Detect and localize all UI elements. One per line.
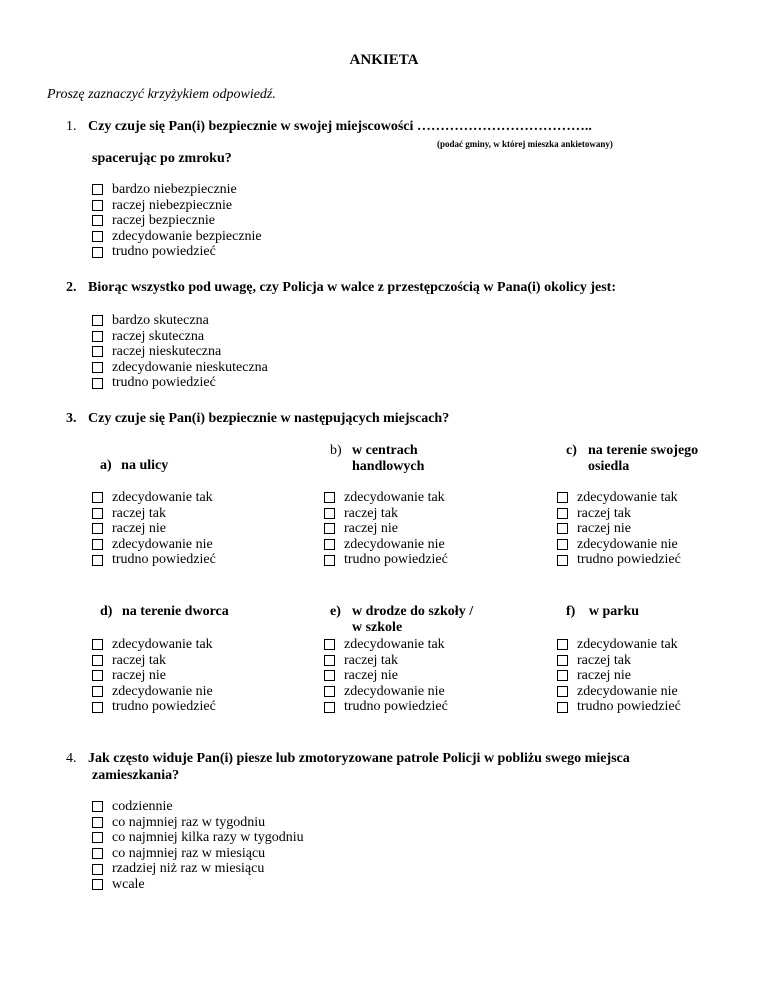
- option-q3b-3[interactable]: [324, 537, 448, 553]
- checkbox[interactable]: [92, 655, 103, 666]
- question-1-continuation: spacerując po zmroku?: [92, 151, 232, 166]
- option-label: trudno powiedzieć: [112, 375, 216, 391]
- checkbox[interactable]: [92, 639, 103, 650]
- option-label: raczej skuteczna: [112, 328, 205, 344]
- option-q3e-2[interactable]: [324, 668, 448, 684]
- option-q3b-2[interactable]: [324, 521, 448, 537]
- question-2-options: [92, 313, 268, 391]
- option-q3d-0[interactable]: [92, 637, 216, 653]
- option-label: trudno powiedzieć: [577, 552, 681, 568]
- checkbox[interactable]: [557, 686, 568, 697]
- option-label: zdecydowanie nie: [112, 536, 213, 552]
- option-label: raczej nie: [344, 521, 399, 537]
- option-q1-1[interactable]: [92, 198, 262, 214]
- option-q3e-1[interactable]: [324, 653, 448, 669]
- checkbox[interactable]: [324, 523, 335, 534]
- checkbox[interactable]: [324, 555, 335, 566]
- option-label: zdecydowanie tak: [577, 637, 678, 652]
- option-q4-2[interactable]: [92, 830, 304, 846]
- checkbox[interactable]: [92, 508, 103, 519]
- subquestion-c-heading: [566, 443, 698, 475]
- question-3-number: 3.: [66, 411, 77, 426]
- checkbox[interactable]: [557, 639, 568, 650]
- option-q3f-2[interactable]: [557, 668, 681, 684]
- question-1-options: [92, 182, 262, 260]
- question-2-text: Biorąc wszystko pod uwagę, czy Policja w walce z przestępczością w Pana(i) okolicy jest:: [88, 280, 617, 295]
- option-label: raczej tak: [577, 505, 632, 521]
- checkbox[interactable]: [92, 247, 103, 258]
- checkbox[interactable]: [92, 832, 103, 843]
- option-q2-3[interactable]: [92, 360, 268, 376]
- checkbox[interactable]: [92, 848, 103, 859]
- option-label: trudno powiedzieć: [112, 699, 216, 715]
- option-label: rzadziej niż raz w miesiącu: [112, 861, 265, 877]
- option-label: raczej tak: [112, 652, 167, 668]
- subquestion-label: w drodze do szkoły /: [352, 604, 474, 619]
- option-label: raczej tak: [112, 505, 167, 521]
- subquestion-f-heading: [566, 604, 639, 620]
- checkbox[interactable]: [92, 555, 103, 566]
- option-label: raczej tak: [344, 505, 399, 521]
- option-q4-5[interactable]: [92, 877, 304, 893]
- subquestion-label: na ulicy: [121, 458, 169, 473]
- option-q4-3[interactable]: [92, 846, 304, 862]
- checkbox[interactable]: [92, 346, 103, 357]
- option-q4-0[interactable]: [92, 799, 304, 815]
- question-4-text: Jak często widuje Pan(i) piesze lub zmotoryzowane patrole Policji w pobliżu swego miejsca: [88, 751, 630, 766]
- option-q3e-3[interactable]: [324, 684, 448, 700]
- option-label: raczej nie: [112, 521, 167, 537]
- subquestion-label-line2: handlowych: [352, 459, 425, 474]
- subquestion-letter: c): [566, 443, 577, 458]
- checkbox[interactable]: [324, 539, 335, 550]
- option-label: zdecydowanie tak: [344, 490, 445, 505]
- option-label: zdecydowanie nie: [577, 536, 678, 552]
- subquestion-b-options: [324, 490, 448, 568]
- checkbox[interactable]: [557, 492, 568, 503]
- option-label: zdecydowanie tak: [344, 637, 445, 652]
- subquestion-label-line2: w szkole: [352, 620, 403, 635]
- checkbox[interactable]: [92, 523, 103, 534]
- checkbox[interactable]: [92, 492, 103, 503]
- option-label: trudno powiedzieć: [577, 699, 681, 715]
- question-2: [66, 280, 616, 296]
- option-q2-0[interactable]: [92, 313, 268, 329]
- checkbox[interactable]: [92, 670, 103, 681]
- checkbox[interactable]: [92, 215, 103, 226]
- subquestion-a-options: [92, 490, 216, 568]
- option-label: raczej nieskuteczna: [112, 344, 222, 360]
- option-q3a-4[interactable]: [92, 552, 216, 568]
- option-label: zdecydowanie nieskuteczna: [112, 359, 268, 375]
- option-label: raczej tak: [577, 652, 632, 668]
- option-label: co najmniej raz w tygodniu: [112, 814, 266, 830]
- option-q3c-2[interactable]: [557, 521, 681, 537]
- checkbox[interactable]: [92, 184, 103, 195]
- option-q3e-4[interactable]: [324, 699, 448, 715]
- option-label: zdecydowanie nie: [344, 683, 445, 699]
- option-label: co najmniej kilka razy w tygodniu: [112, 830, 304, 846]
- subquestion-letter: f): [566, 604, 576, 619]
- checkbox[interactable]: [92, 331, 103, 342]
- question-3-text: Czy czuje się Pan(i) bezpiecznie w następujących miejscach?: [88, 411, 450, 426]
- option-q2-2[interactable]: [92, 344, 268, 360]
- subquestion-letter: b): [330, 443, 342, 458]
- option-label: co najmniej raz w miesiącu: [112, 845, 266, 861]
- option-q3d-4[interactable]: [92, 699, 216, 715]
- checkbox[interactable]: [324, 492, 335, 503]
- option-label: zdecydowanie nie: [577, 683, 678, 699]
- option-label: bardzo skuteczna: [112, 313, 209, 328]
- subquestion-a-heading: [100, 458, 168, 474]
- subquestion-d-heading: [100, 604, 229, 620]
- option-q3e-0[interactable]: [324, 637, 448, 653]
- option-label: wcale: [112, 876, 145, 892]
- checkbox[interactable]: [324, 655, 335, 666]
- question-4-text-line2: zamieszkania?: [92, 768, 180, 783]
- option-q3b-4[interactable]: [324, 552, 448, 568]
- question-4: [66, 750, 630, 784]
- option-label: trudno powiedzieć: [344, 552, 448, 568]
- option-q1-0[interactable]: [92, 182, 262, 198]
- option-q3f-3[interactable]: [557, 684, 681, 700]
- subquestion-label: w parku: [588, 604, 640, 619]
- page-title: ANKIETA: [349, 52, 419, 68]
- checkbox[interactable]: [557, 702, 568, 713]
- subquestion-b-heading: [330, 443, 424, 475]
- option-label: raczej nie: [577, 521, 632, 537]
- checkbox[interactable]: [324, 508, 335, 519]
- option-label: trudno powiedzieć: [112, 552, 216, 568]
- option-q3f-1[interactable]: [557, 653, 681, 669]
- subquestion-d-options: [92, 637, 216, 715]
- option-label: raczej nie: [112, 668, 167, 684]
- option-q3b-0[interactable]: [324, 490, 448, 506]
- checkbox[interactable]: [557, 523, 568, 534]
- checkbox[interactable]: [324, 639, 335, 650]
- subquestion-letter: d): [100, 604, 113, 619]
- question-3: [66, 411, 449, 427]
- subquestion-label-line2: osiedla: [588, 459, 630, 474]
- option-q2-4[interactable]: [92, 375, 268, 391]
- option-q3a-3[interactable]: [92, 537, 216, 553]
- option-q2-1[interactable]: [92, 329, 268, 345]
- option-q3c-1[interactable]: [557, 506, 681, 522]
- option-label: trudno powiedzieć: [112, 244, 216, 260]
- option-q3f-4[interactable]: [557, 699, 681, 715]
- checkbox[interactable]: [324, 686, 335, 697]
- question-1-note: (podać gminy, w której mieszka ankietowany): [437, 139, 613, 149]
- subquestion-label: w centrach: [352, 443, 418, 458]
- checkbox[interactable]: [92, 231, 103, 242]
- checkbox[interactable]: [557, 539, 568, 550]
- option-label: trudno powiedzieć: [344, 699, 448, 715]
- option-q3a-1[interactable]: [92, 506, 216, 522]
- option-q1-3[interactable]: [92, 229, 262, 245]
- option-label: zdecydowanie tak: [112, 637, 213, 652]
- option-q3b-1[interactable]: [324, 506, 448, 522]
- checkbox[interactable]: [557, 670, 568, 681]
- option-label: zdecydowanie nie: [344, 536, 445, 552]
- option-q3c-0[interactable]: [557, 490, 681, 506]
- subquestion-c-options: [557, 490, 681, 568]
- option-label: raczej tak: [344, 652, 399, 668]
- question-4-options: [92, 799, 304, 893]
- question-1-number: 1.: [66, 119, 77, 134]
- option-label: zdecydowanie tak: [112, 490, 213, 505]
- subquestion-f-options: [557, 637, 681, 715]
- option-label: raczej niebezpiecznie: [112, 197, 233, 213]
- checkbox[interactable]: [92, 315, 103, 326]
- checkbox[interactable]: [557, 508, 568, 519]
- option-label: raczej nie: [344, 668, 399, 684]
- checkbox[interactable]: [92, 686, 103, 697]
- subquestion-e-heading: [330, 604, 473, 636]
- option-q3d-3[interactable]: [92, 684, 216, 700]
- option-q1-4[interactable]: [92, 244, 262, 260]
- checkbox[interactable]: [324, 670, 335, 681]
- subquestion-e-options: [324, 637, 448, 715]
- subquestion-label: na terenie swojego: [588, 443, 699, 458]
- option-label: raczej nie: [577, 668, 632, 684]
- question-1: [66, 119, 592, 135]
- subquestion-letter: a): [100, 458, 112, 473]
- instruction-text: Proszę zaznaczyć krzyżykiem odpowiedź.: [47, 87, 276, 102]
- subquestion-letter: e): [330, 604, 341, 619]
- option-q3a-0[interactable]: [92, 490, 216, 506]
- option-q4-4[interactable]: [92, 861, 304, 877]
- option-q3d-2[interactable]: [92, 668, 216, 684]
- option-q3f-0[interactable]: [557, 637, 681, 653]
- option-label: codziennie: [112, 799, 173, 814]
- subquestion-label: na terenie dworca: [121, 604, 229, 619]
- option-q3c-4[interactable]: [557, 552, 681, 568]
- option-q3d-1[interactable]: [92, 653, 216, 669]
- checkbox[interactable]: [92, 378, 103, 389]
- option-q4-1[interactable]: [92, 815, 304, 831]
- checkbox[interactable]: [92, 864, 103, 875]
- checkbox[interactable]: [92, 879, 103, 890]
- question-1-text: Czy czuje się Pan(i) bezpiecznie w swojej miejscowości ………………………………..: [88, 119, 592, 134]
- checkbox[interactable]: [92, 801, 103, 812]
- checkbox[interactable]: [92, 362, 103, 373]
- checkbox[interactable]: [324, 702, 335, 713]
- question-4-number: 4.: [66, 751, 77, 766]
- option-q3a-2[interactable]: [92, 521, 216, 537]
- option-label: raczej bezpiecznie: [112, 213, 215, 229]
- option-q1-2[interactable]: [92, 213, 262, 229]
- option-q3c-3[interactable]: [557, 537, 681, 553]
- question-2-number: 2.: [66, 280, 77, 295]
- checkbox[interactable]: [92, 817, 103, 828]
- checkbox[interactable]: [92, 702, 103, 713]
- option-label: zdecydowanie bezpiecznie: [112, 228, 262, 244]
- option-label: zdecydowanie tak: [577, 490, 678, 505]
- option-label: bardzo niebezpiecznie: [112, 182, 237, 197]
- checkbox[interactable]: [92, 539, 103, 550]
- checkbox[interactable]: [557, 555, 568, 566]
- checkbox[interactable]: [557, 655, 568, 666]
- option-label: zdecydowanie nie: [112, 683, 213, 699]
- checkbox[interactable]: [92, 200, 103, 211]
